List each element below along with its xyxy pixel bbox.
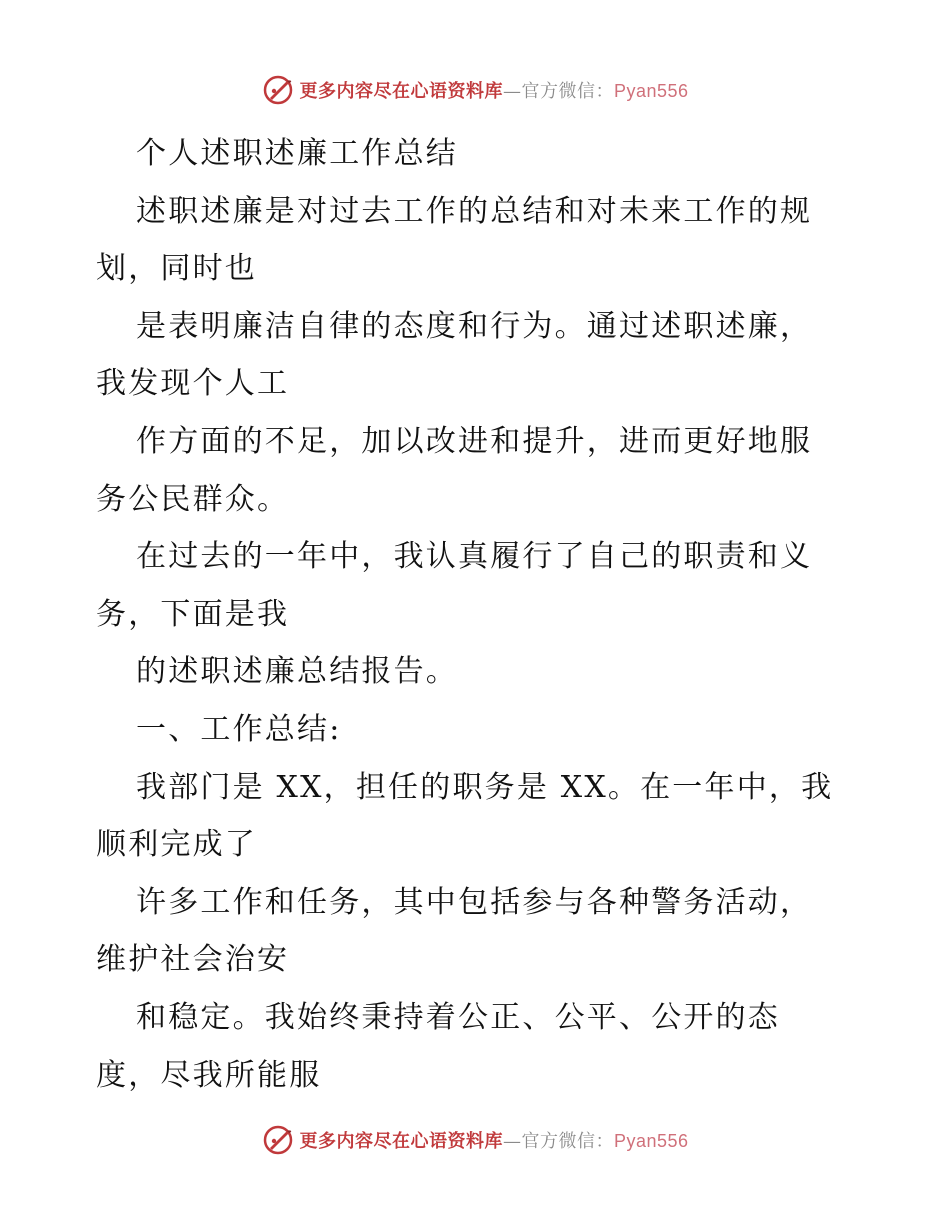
paragraph-line: 度，尽我所能服 (96, 1057, 322, 1093)
banner-wechat-id: Pyan556 (613, 1131, 689, 1151)
paragraph-line: 我发现个人工 (96, 366, 290, 402)
quill-pen-logo-icon (261, 1123, 295, 1157)
footer-watermark-banner (0, 1118, 950, 1162)
banner-text (299, 77, 688, 103)
paragraph-line: 维护社会治安 (96, 942, 290, 978)
paragraph-line: 在过去的一年中，我认真履行了自己的职责和义 (136, 539, 813, 575)
quill-pen-logo-icon (261, 73, 295, 107)
banner-label-text: 官方微信： (521, 1131, 614, 1152)
banner-text (299, 1127, 688, 1153)
banner-main-text: 更多内容尽在心语资料库 (299, 1131, 503, 1152)
banner-label-text: 官方微信： (521, 81, 614, 102)
footer-banner-content (261, 1123, 688, 1157)
document-title: 个人述职述廉工作总结 (136, 136, 458, 171)
paragraph-line: 务公民群众。 (96, 481, 290, 517)
document-body (96, 125, 856, 1104)
paragraph-line: 和稳定。我始终秉持着公正、公平、公开的态 (136, 999, 780, 1035)
paragraph-line: 述职述廉是对过去工作的总结和对未来工作的规 (136, 193, 813, 229)
header-banner-content (261, 73, 688, 107)
banner-main-text: 更多内容尽在心语资料库 (299, 81, 503, 102)
paragraph-line: 务，下面是我 (96, 596, 290, 632)
banner-dash: — (502, 81, 522, 102)
paragraph-line: 许多工作和任务，其中包括参与各种警务活动， (136, 884, 813, 920)
paragraph-line: 作方面的不足，加以改进和提升，进而更好地服 (136, 423, 813, 459)
paragraph-line: 我部门是 XX，担任的职务是 XX。在一年中，我 (136, 769, 834, 805)
paragraph-line: 顺利完成了 (96, 827, 257, 863)
paragraph-line: 划，同时也 (96, 251, 257, 287)
section-heading: 一、工作总结: (136, 711, 342, 747)
paragraph-line: 的述职述廉总结报告。 (136, 654, 458, 690)
banner-wechat-id: Pyan556 (613, 81, 689, 101)
header-watermark-banner (0, 68, 950, 112)
banner-dash: — (502, 1131, 522, 1152)
paragraph-line: 是表明廉洁自律的态度和行为。通过述职述廉， (136, 308, 813, 344)
